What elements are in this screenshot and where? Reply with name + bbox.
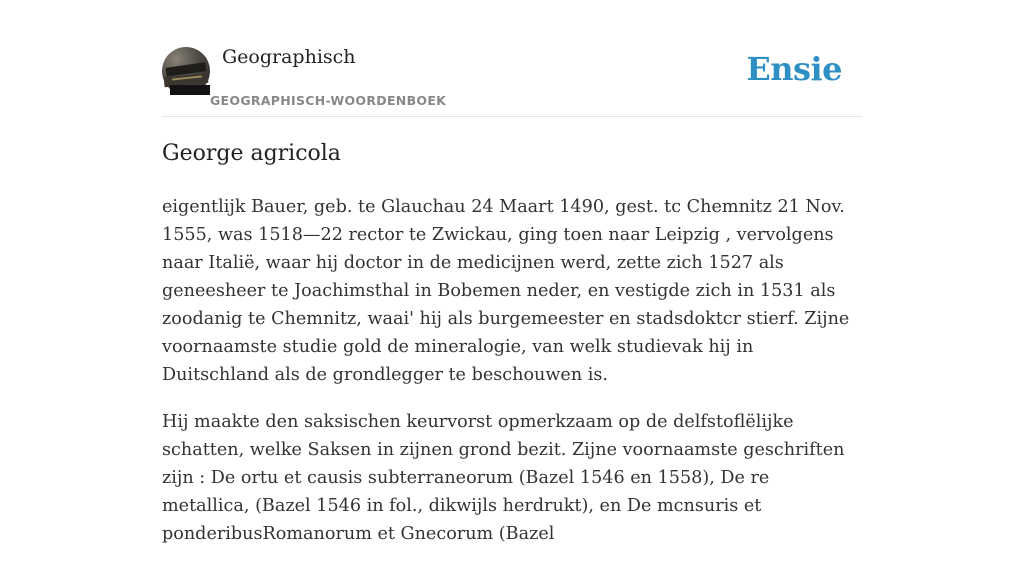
article-paragraph: Hij maakte den saksischen keurvorst opmerkzaam op de delfstoflëlijke schatten, welke Saksen in zijnen grond bezit. Zijne voornaamste geschriften zijn : De ortu et causis subterraneorum (Bazel 1546 en 1558), De re metallica, (Bazel 1546 in fol., dikwijls herdrukt), en De mcnsuris et ponderibusRomanorum et Gnecorum (Bazel bbox=[162, 412, 845, 544]
article-paragraph: eigentlijk Bauer, geb. te Glauchau 24 Maart 1490, gest. tc Chemnitz 21 Nov. 1555, was 1518—22 rector te Zwickau, ging toen naar Leipzig , vervolgens naar Italië, waar hij doctor in de medicijnen werd, zette zich 1527 als geneesheer te Joachimsthal in Bobemen neder, en vestigde zich in 1531 als zoodanig te Chemnitz, waai' hij als burgemeester en stadsdoktcr stierf. Zijne voornaamste studie gold de mineralogie, van welk studievak hij in Duitschland als de grondlegger te beschouwen is. bbox=[162, 197, 850, 385]
site-name-link[interactable]: Geographisch bbox=[222, 46, 356, 68]
article-body bbox=[162, 193, 862, 567]
ensie-logo-link[interactable]: Ensie bbox=[746, 50, 842, 88]
site-header bbox=[162, 0, 862, 117]
book-stack-avatar[interactable] bbox=[162, 47, 210, 95]
article-title: George agricola bbox=[162, 141, 341, 166]
avatar-book-shape bbox=[170, 85, 210, 95]
site-subtitle: GEOGRAPHISCH-WOORDENBOEK bbox=[210, 93, 447, 108]
